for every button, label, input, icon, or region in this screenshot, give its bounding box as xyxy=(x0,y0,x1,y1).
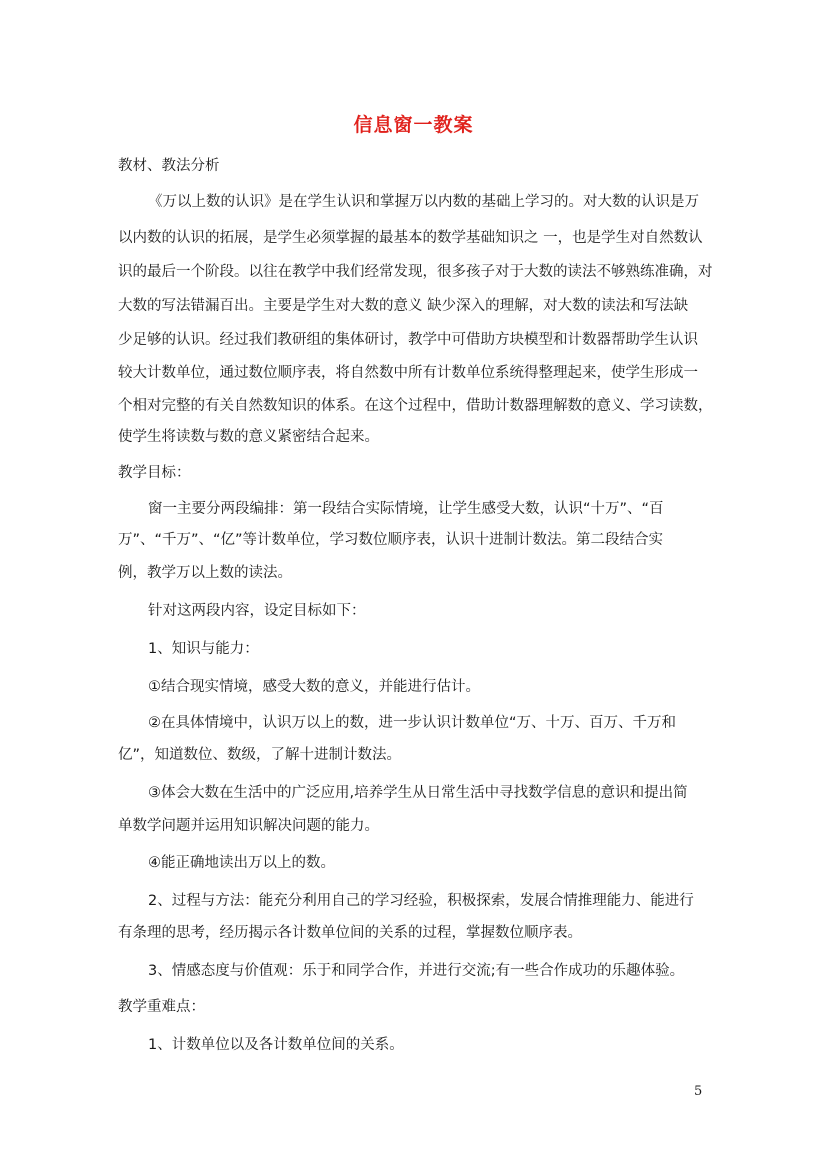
list-item-continued: 有条理的思考，经历揭示各计数单位间的关系的过程，掌握数位顺序表。 xyxy=(118,925,582,941)
paragraph-line: 个相对完整的有关自然数知识的体系。在这个过程中，借助计数器理解数的意义、学习读数， xyxy=(118,398,713,414)
list-item: ②在具体情境中，认识万以上的数，进一步认识计数单位“万、十万、百万、千万和 xyxy=(148,715,677,731)
paragraph-line: 窗一主要分两段编排：第一段结合实际情境，让学生感受大数，认识“十万”、“百 xyxy=(148,501,664,517)
paragraph-line: 《万以上数的认识》是在学生认识和掌握万以内数的基础上学习的。对大数的认识是万 xyxy=(148,194,699,210)
list-item: 1、计数单位以及各计数单位间的关系。 xyxy=(148,1037,404,1053)
section-heading-objectives: 教学目标： xyxy=(118,465,191,481)
paragraph-line: 针对这两段内容，设定目标如下： xyxy=(148,603,366,619)
paragraph-line: 使学生将读数与数的意义紧密结合起来。 xyxy=(118,429,379,445)
section-heading-key-points: 教学重难点： xyxy=(118,999,205,1015)
list-item: ③体会大数在生活中的广泛应用,培养学生从日常生活中寻找数学信息的意识和提出简 xyxy=(148,785,688,801)
list-item-continued: 单数学问题并运用知识解决问题的能力。 xyxy=(118,818,379,834)
section-heading-materials: 教材、教法分析 xyxy=(118,158,220,174)
paragraph-line: 大数的写法错漏百出。主要是学生对大数的意义 缺少深入的理解，对大数的读法和写法缺 xyxy=(118,298,689,314)
list-heading: 1、知识与能力： xyxy=(148,641,259,657)
paragraph-line: 例，教学万以上数的读法。 xyxy=(118,565,292,581)
list-heading: 2、过程与方法：能充分利用自己的学习经验，积极探索，发展合情推理能力、能进行 xyxy=(148,893,694,909)
paragraph-line: 少足够的认识。经过我们教研组的集体研讨，教学中可借助方块模型和计数器帮助学生认识 xyxy=(118,332,698,348)
document-title: 信息窗一教案 xyxy=(353,114,474,136)
paragraph-line: 识的最后一个阶段。以往在教学中我们经常发现，很多孩子对于大数的读法不够熟练准确，对 xyxy=(118,264,713,280)
paragraph-line: 较大计数单位，通过数位顺序表，将自然数中所有计数单位系统得整理起来，使学生形成一 xyxy=(118,365,698,381)
list-heading: 3、情感态度与价值观：乐于和同学合作，并进行交流;有一些合作成功的乐趣体验。 xyxy=(148,963,685,979)
paragraph-line: 以内数的认识的拓展，是学生必须掌握的最基本的数学基础知识之 一，也是学生对自然数认 xyxy=(118,230,703,246)
paragraph-line: 万”、“千万”、“亿”等计数单位，学习数位顺序表，认识十进制计数法。第二段结合实 xyxy=(118,532,664,548)
list-item: ①结合现实情境，感受大数的意义，并能进行估计。 xyxy=(148,679,480,695)
page-number: 5 xyxy=(694,1084,703,1099)
list-item-continued: 亿”，知道数位、数级，了解十进制计数法。 xyxy=(118,747,402,763)
list-item: ④能正确地读出万以上的数。 xyxy=(148,855,335,871)
